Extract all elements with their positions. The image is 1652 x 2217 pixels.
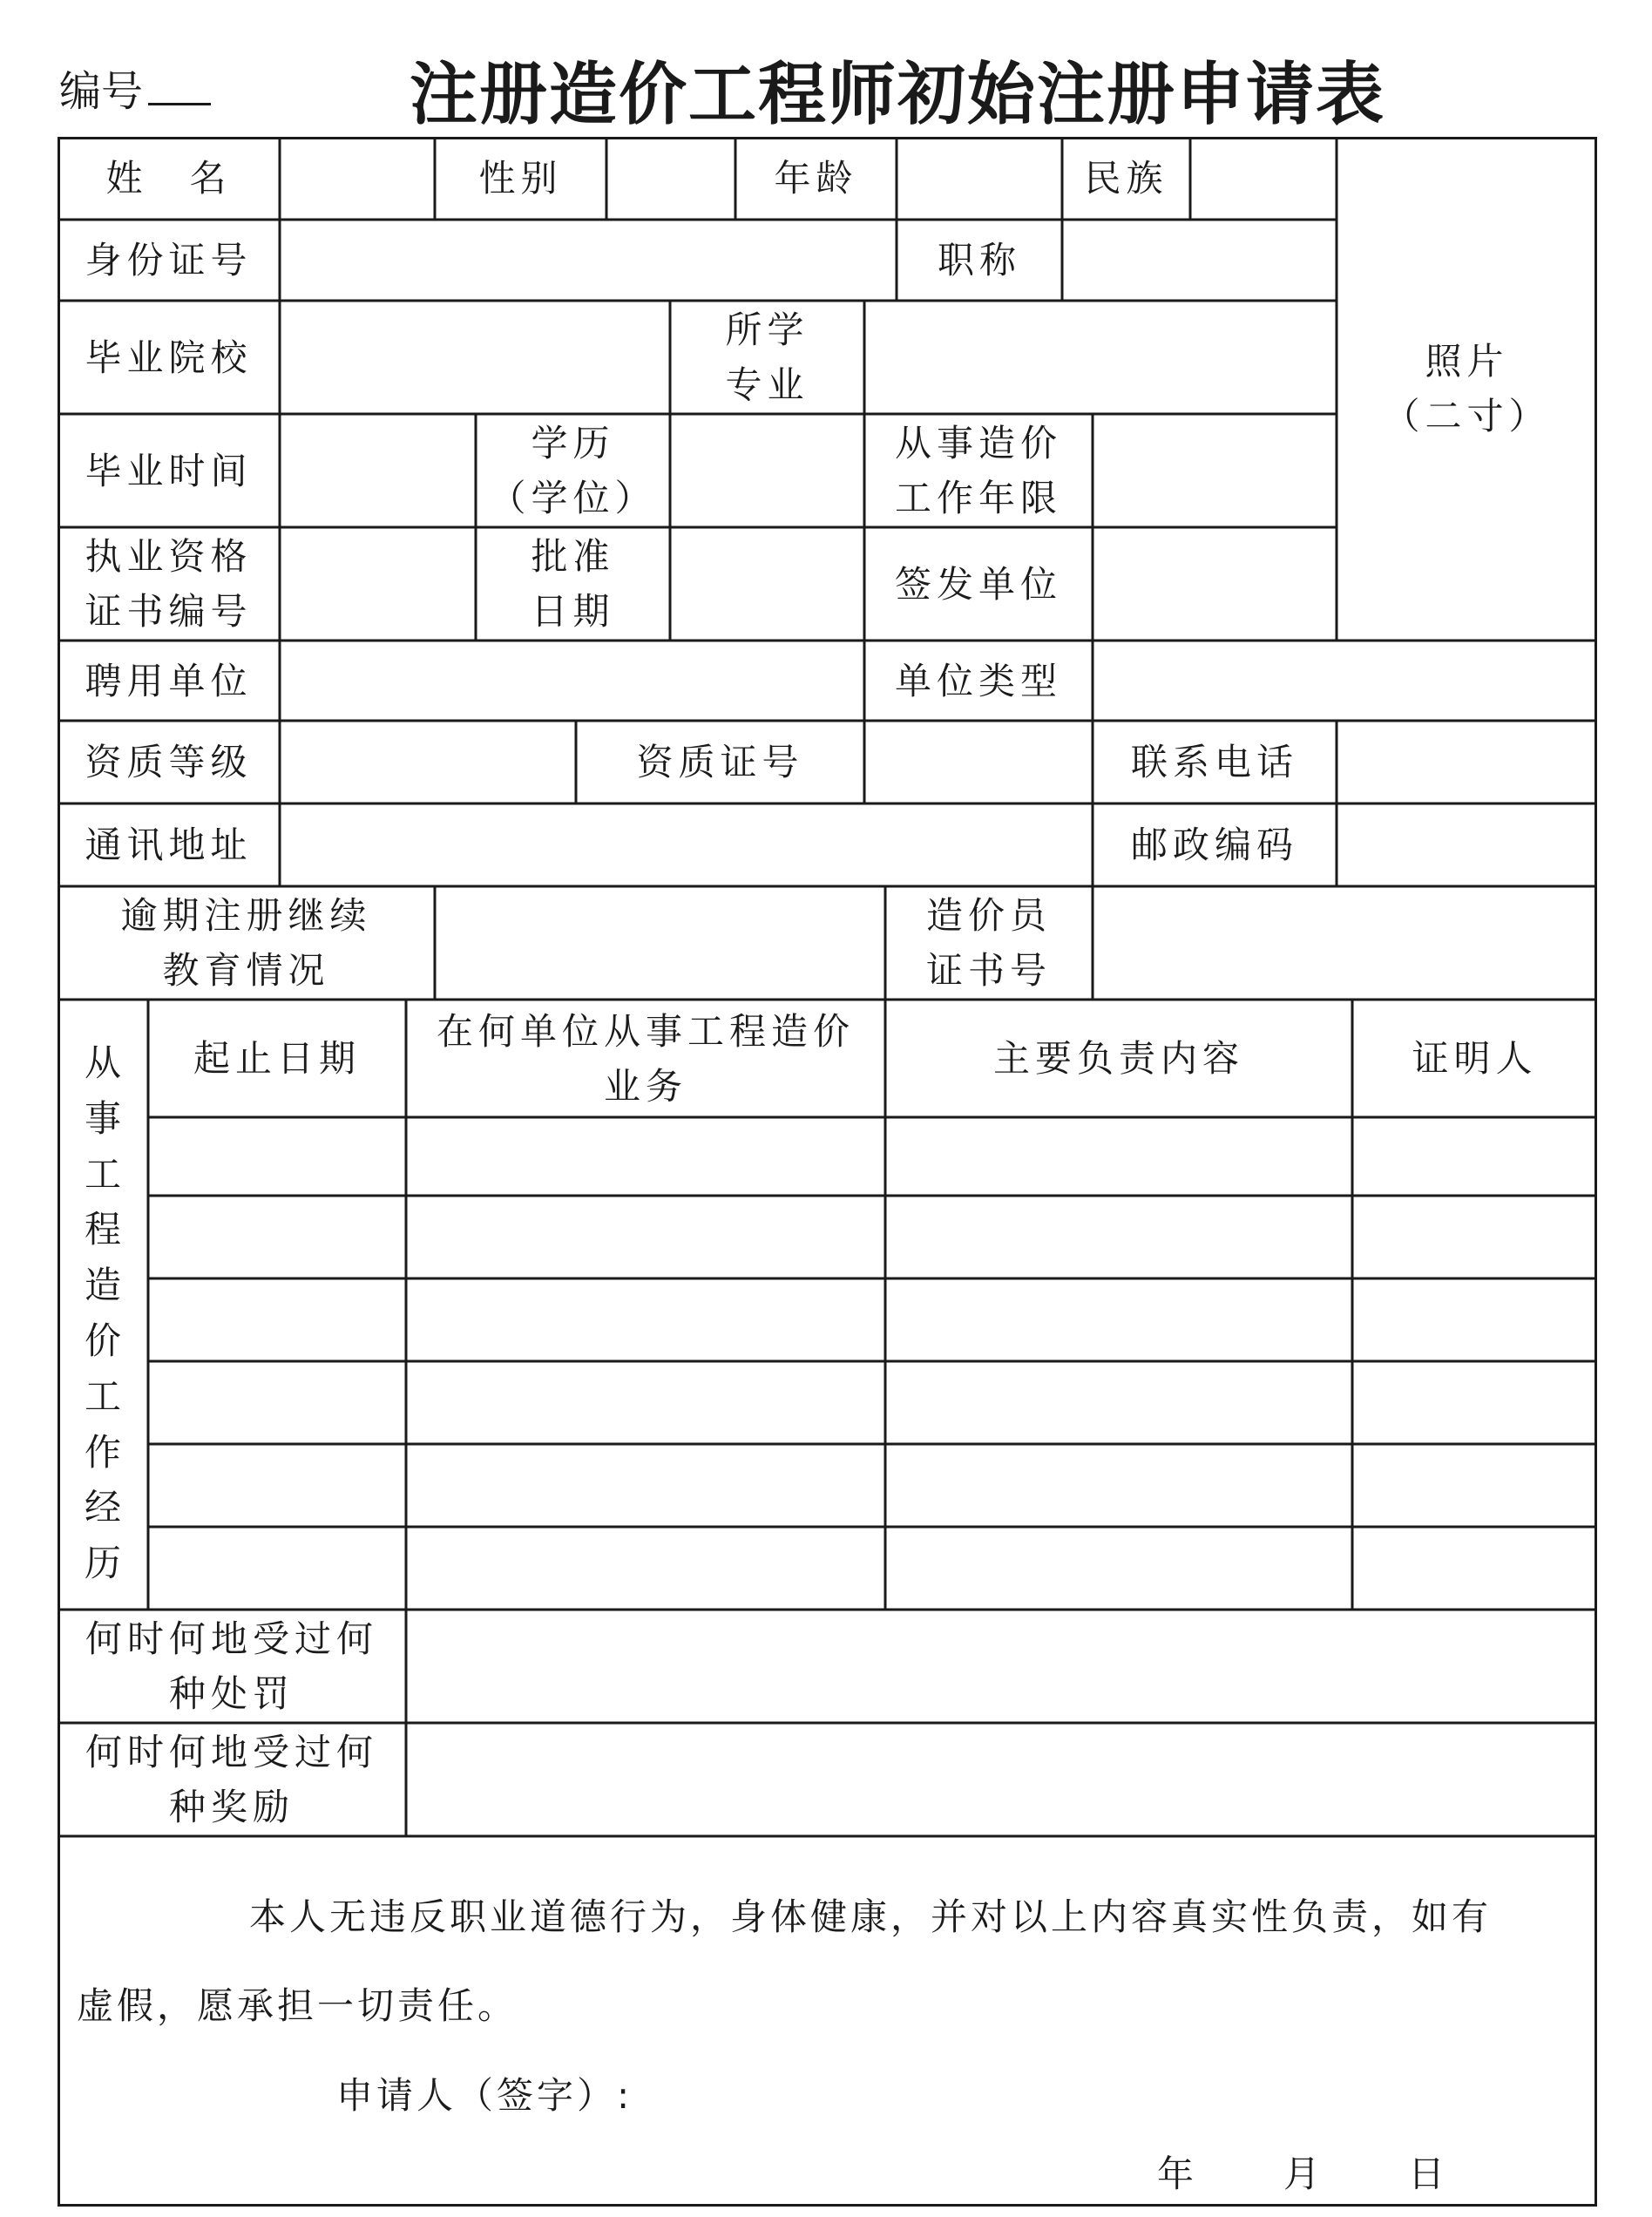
age-label: 年龄 <box>774 157 858 200</box>
declaration-line-2: 虚假，愿承担一切责任。 <box>77 1984 518 2027</box>
cert-number-label: 执业资格 证书编号 <box>85 535 253 633</box>
table-row[interactable] <box>151 1447 1594 1524</box>
approve-date-input[interactable] <box>673 530 862 638</box>
ethnicity-label: 民族 <box>1084 157 1168 200</box>
overdue-edu-input[interactable] <box>437 889 883 997</box>
registration-form <box>58 137 1597 2207</box>
cert-number-input[interactable] <box>282 530 473 638</box>
address-input[interactable] <box>282 806 1090 884</box>
employer-type-input[interactable] <box>1095 643 1594 718</box>
table-row[interactable] <box>151 1529 1594 1607</box>
punish-label: 何时何地受过何 种处罚 <box>85 1617 378 1715</box>
table-row[interactable] <box>151 1198 1594 1276</box>
employer-input[interactable] <box>282 643 862 718</box>
employer-type-label: 单位类型 <box>894 659 1062 702</box>
school-label: 毕业院校 <box>85 336 253 379</box>
signature-label: 申请人（签字）: <box>336 2074 633 2117</box>
major-input[interactable] <box>867 303 1334 411</box>
title-rank-label: 职称 <box>937 239 1021 281</box>
qual-number-input[interactable] <box>867 723 1090 801</box>
table-row[interactable] <box>151 1120 1594 1193</box>
gender-label: 性别 <box>478 157 563 200</box>
signature-field[interactable] <box>685 2058 1121 2119</box>
degree-label: 学历 （学位） <box>489 422 657 519</box>
name-label: 姓 名 <box>105 157 232 200</box>
side-char: 造 <box>84 1264 121 1307</box>
work-years-label: 从事造价 工作年限 <box>894 422 1062 519</box>
serial-number-label: 编号 <box>59 67 144 116</box>
exp-header-employer: 在何单位从事工程造价 业务 <box>436 1009 855 1108</box>
reward-input[interactable] <box>409 1725 1594 1834</box>
qual-level-input[interactable] <box>282 723 573 801</box>
issuer-label: 签发单位 <box>894 562 1062 606</box>
date-month-label: 月 <box>1283 2153 1324 2195</box>
work-years-input[interactable] <box>1095 417 1334 525</box>
approve-date-label: 批准 日期 <box>531 535 615 633</box>
overdue-edu-label: 逾期注册继续 教育情况 <box>120 894 372 992</box>
costman-cert-label: 造价员 证书号 <box>925 894 1052 992</box>
phone-input[interactable] <box>1339 723 1594 801</box>
gender-input[interactable] <box>609 139 733 217</box>
title-rank-input[interactable] <box>1065 222 1334 298</box>
punish-input[interactable] <box>409 1612 1594 1720</box>
side-char: 价 <box>84 1319 121 1362</box>
phone-label: 联系电话 <box>1130 741 1298 783</box>
age-input[interactable] <box>899 139 1060 217</box>
id-number-input[interactable] <box>282 222 894 298</box>
employer-label: 聘用单位 <box>85 659 253 702</box>
exp-header-duties: 主要负责内容 <box>992 1037 1244 1080</box>
postcode-input[interactable] <box>1339 806 1594 884</box>
school-input[interactable] <box>282 303 667 411</box>
ethnicity-input[interactable] <box>1193 139 1334 217</box>
side-char: 从 <box>84 1041 121 1084</box>
costman-cert-input[interactable] <box>1095 889 1594 997</box>
grad-time-label: 毕业时间 <box>85 449 253 492</box>
postcode-label: 邮政编码 <box>1130 824 1298 866</box>
experience-side-label <box>58 1008 148 1618</box>
address-label: 通讯地址 <box>85 824 253 866</box>
serial-number-field <box>59 58 211 118</box>
id-number-label: 身份证号 <box>85 239 253 281</box>
reward-label: 何时何地受过何 种奖励 <box>85 1731 378 1828</box>
form-title: 注册造价工程师初始注册申请表 <box>410 56 1386 134</box>
degree-input[interactable] <box>673 417 862 525</box>
serial-number-blank[interactable] <box>148 103 211 105</box>
table-row[interactable] <box>151 1281 1594 1359</box>
exp-header-witness: 证明人 <box>1412 1037 1538 1080</box>
photo-box: 照片 （二寸） <box>1383 340 1551 437</box>
qual-level-label: 资质等级 <box>85 741 253 783</box>
side-char: 程 <box>84 1208 121 1251</box>
table-row[interactable] <box>151 1364 1594 1441</box>
grad-time-input[interactable] <box>282 417 473 525</box>
qual-number-label: 资质证号 <box>636 741 804 783</box>
side-char: 经 <box>84 1486 121 1529</box>
side-char: 工 <box>84 1152 121 1196</box>
date-year-label: 年 <box>1157 2153 1198 2195</box>
declaration-line-1: 本人无违反职业道德行为，身体健康，并对以上内容真实性负责，如有 <box>249 1895 1493 1938</box>
date-day-label: 日 <box>1408 2153 1449 2195</box>
side-char: 历 <box>84 1542 121 1585</box>
major-label: 所学 专业 <box>725 308 809 406</box>
side-char: 工 <box>84 1374 121 1418</box>
exp-header-dates: 起止日期 <box>193 1037 361 1080</box>
side-char: 作 <box>84 1430 121 1474</box>
issuer-input[interactable] <box>1095 530 1334 638</box>
name-input[interactable] <box>282 139 432 217</box>
side-char: 事 <box>84 1096 121 1140</box>
